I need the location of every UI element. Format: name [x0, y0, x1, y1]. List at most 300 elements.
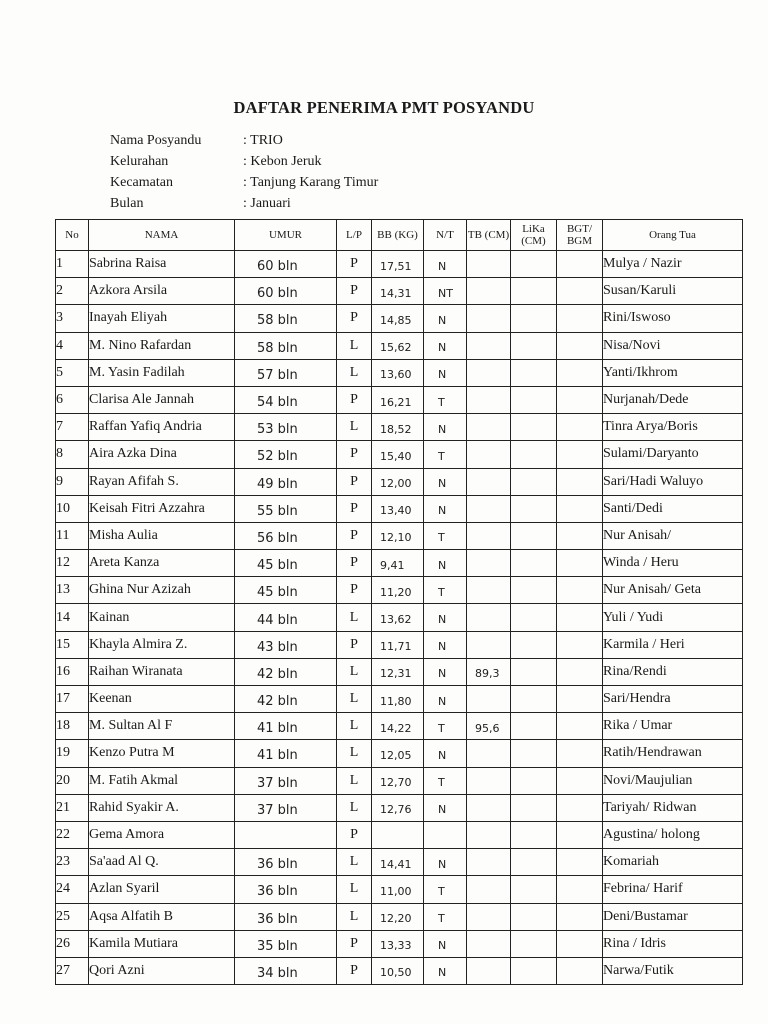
column-header-nama: NAMA [89, 220, 235, 251]
cell-bgt [557, 849, 603, 876]
cell-ortu: Rina / Idris [603, 930, 743, 957]
info-value: : Tanjung Karang Timur [243, 175, 379, 190]
cell-nt [424, 604, 467, 631]
cell-lp: L [337, 767, 372, 794]
cell-lika [511, 821, 557, 848]
handwritten-bb: 13,60 [380, 368, 412, 382]
handwritten-umur: 58 bln [257, 340, 298, 356]
cell-lp: P [337, 631, 372, 658]
handwritten-tb [467, 886, 475, 892]
handwritten-umur: 54 bln [257, 395, 298, 411]
cell-lika [511, 414, 557, 441]
handwritten-umur: 37 bln [257, 775, 298, 791]
cell-ortu: Mulya / Nazir [603, 251, 743, 278]
table-row [56, 849, 743, 876]
handwritten-bb: 12,20 [380, 912, 412, 926]
cell-bgt [557, 305, 603, 332]
handwritten-nt: NT [438, 286, 453, 300]
cell-lp: L [337, 604, 372, 631]
cell-lp: P [337, 386, 372, 413]
cell-nt [424, 930, 467, 957]
cell-ortu: Tinra Arya/Boris [603, 414, 743, 441]
cell-lp: L [337, 876, 372, 903]
handwritten-bb: 17,51 [380, 259, 412, 273]
cell-lika [511, 903, 557, 930]
handwritten-tb [467, 370, 475, 376]
table-row [56, 414, 743, 441]
cell-ortu: Santi/Dedi [603, 495, 743, 522]
column-header-lp: L/P [337, 220, 372, 251]
cell-bgt [557, 957, 603, 984]
cell-umur [235, 550, 337, 577]
handwritten-nt [424, 832, 438, 838]
handwritten-umur: 53 bln [257, 422, 298, 438]
cell-nt [424, 414, 467, 441]
handwritten-nt: N [438, 313, 447, 327]
cell-bb [372, 414, 424, 441]
cell-tb [467, 658, 511, 685]
cell-tb [467, 957, 511, 984]
handwritten-umur: 36 bln [257, 911, 298, 927]
info-row-posyandu [110, 133, 378, 154]
cell-lika [511, 849, 557, 876]
handwritten-nt: N [438, 966, 447, 980]
handwritten-tb [467, 288, 475, 294]
handwritten-umur: 41 bln [257, 748, 298, 764]
cell-bb [372, 767, 424, 794]
header-row [56, 220, 743, 251]
handwritten-umur: 34 bln [257, 965, 298, 981]
cell-bgt [557, 359, 603, 386]
cell-nt [424, 686, 467, 713]
info-label: Kecamatan [110, 175, 173, 190]
handwritten-tb [467, 424, 475, 430]
handwritten-nt: N [438, 422, 447, 436]
cell-bb [372, 495, 424, 522]
cell-nt [424, 278, 467, 305]
cell-umur [235, 957, 337, 984]
cell-tb [467, 849, 511, 876]
cell-nt [424, 903, 467, 930]
cell-bgt [557, 386, 603, 413]
handwritten-umur: 49 bln [257, 476, 298, 492]
cell-umur [235, 278, 337, 305]
cell-umur [235, 821, 337, 848]
handwritten-bb: 11,20 [380, 585, 412, 599]
cell-ortu: Nurjanah/Dede [603, 386, 743, 413]
handwritten-nt: N [438, 939, 447, 953]
cell-ortu: Susan/Karuli [603, 278, 743, 305]
cell-lika [511, 577, 557, 604]
cell-no: 14 [56, 604, 89, 631]
cell-bb [372, 713, 424, 740]
cell-lp: L [337, 903, 372, 930]
cell-umur [235, 251, 337, 278]
cell-nt [424, 794, 467, 821]
cell-lika [511, 767, 557, 794]
cell-no: 24 [56, 876, 89, 903]
cell-umur [235, 794, 337, 821]
handwritten-umur: 45 bln [257, 585, 298, 601]
column-header-orang-tua: Orang Tua [603, 220, 743, 251]
cell-umur [235, 495, 337, 522]
handwritten-tb [467, 941, 475, 947]
handwritten-umur: 36 bln [257, 884, 298, 900]
cell-nama: M. Yasin Fadilah [89, 359, 235, 386]
handwritten-bb: 12,05 [380, 748, 412, 762]
handwritten-nt: T [438, 585, 445, 599]
column-header-nt: N/T [424, 220, 467, 251]
cell-lp: L [337, 740, 372, 767]
handwritten-tb [467, 397, 475, 403]
cell-nama: Kainan [89, 604, 235, 631]
cell-no: 9 [56, 468, 89, 495]
handwritten-tb [467, 914, 475, 920]
cell-umur [235, 577, 337, 604]
cell-lika [511, 251, 557, 278]
cell-nt [424, 713, 467, 740]
cell-tb [467, 522, 511, 549]
handwritten-nt: N [438, 803, 447, 817]
handwritten-tb [467, 750, 475, 756]
info-label: Nama Posyandu [110, 133, 202, 148]
cell-no: 20 [56, 767, 89, 794]
handwritten-umur: 60 bln [257, 259, 298, 275]
cell-no: 11 [56, 522, 89, 549]
cell-bb [372, 441, 424, 468]
cell-ortu: Tariyah/ Ridwan [603, 794, 743, 821]
cell-ortu: Karmila / Heri [603, 631, 743, 658]
cell-bb [372, 631, 424, 658]
cell-ortu: Deni/Bustamar [603, 903, 743, 930]
handwritten-tb [467, 832, 475, 838]
handwritten-nt: N [438, 857, 447, 871]
handwritten-bb: 12,10 [380, 531, 412, 545]
table-row [56, 278, 743, 305]
handwritten-tb [467, 968, 475, 974]
cell-lp: L [337, 713, 372, 740]
handwritten-bb: 15,62 [380, 341, 412, 355]
cell-umur [235, 740, 337, 767]
column-header-no: No [56, 220, 89, 251]
cell-nama: Keisah Fitri Azzahra [89, 495, 235, 522]
cell-lika [511, 522, 557, 549]
cell-nama: Sa'aad Al Q. [89, 849, 235, 876]
cell-nama: Ghina Nur Azizah [89, 577, 235, 604]
cell-no: 23 [56, 849, 89, 876]
cell-no: 4 [56, 332, 89, 359]
cell-nama: Azlan Syaril [89, 876, 235, 903]
posyandu-info [110, 133, 378, 217]
cell-no: 21 [56, 794, 89, 821]
handwritten-nt: T [438, 531, 445, 545]
cell-bgt [557, 441, 603, 468]
cell-bb [372, 876, 424, 903]
cell-ortu: Yuli / Yudi [603, 604, 743, 631]
handwritten-tb [467, 533, 475, 539]
handwritten-bb: 11,71 [380, 640, 412, 654]
cell-bgt [557, 631, 603, 658]
cell-bb [372, 305, 424, 332]
cell-umur [235, 930, 337, 957]
cell-umur [235, 359, 337, 386]
cell-bb [372, 740, 424, 767]
cell-lp: P [337, 305, 372, 332]
cell-nt [424, 876, 467, 903]
handwritten-tb [467, 560, 475, 566]
cell-no: 8 [56, 441, 89, 468]
handwritten-tb [467, 778, 475, 784]
cell-tb [467, 767, 511, 794]
handwritten-nt: T [438, 449, 445, 463]
handwritten-nt: N [438, 259, 447, 273]
handwritten-nt: N [438, 368, 447, 382]
handwritten-umur: 55 bln [257, 503, 298, 519]
handwritten-bb: 12,70 [380, 776, 412, 790]
cell-lika [511, 332, 557, 359]
handwritten-tb [467, 479, 475, 485]
cell-lp: L [337, 849, 372, 876]
cell-bgt [557, 522, 603, 549]
cell-nt [424, 251, 467, 278]
cell-lika [511, 550, 557, 577]
table-row [56, 713, 743, 740]
cell-bgt [557, 577, 603, 604]
handwritten-nt: T [438, 884, 445, 898]
cell-nt [424, 359, 467, 386]
cell-nama: Aqsa Alfatih B [89, 903, 235, 930]
handwritten-tb [467, 696, 475, 702]
cell-nama: Khayla Almira Z. [89, 631, 235, 658]
cell-bb [372, 522, 424, 549]
table-row [56, 441, 743, 468]
handwritten-nt: N [438, 694, 447, 708]
handwritten-bb: 14,41 [380, 857, 412, 871]
handwritten-tb [467, 451, 475, 457]
cell-bgt [557, 821, 603, 848]
table-row [56, 522, 743, 549]
handwritten-umur: 58 bln [257, 313, 298, 329]
cell-bgt [557, 604, 603, 631]
cell-umur [235, 604, 337, 631]
cell-lp: L [337, 414, 372, 441]
handwritten-umur: 56 bln [257, 530, 298, 546]
cell-no: 13 [56, 577, 89, 604]
cell-tb [467, 876, 511, 903]
handwritten-tb: 95,6 [475, 721, 500, 735]
cell-tb [467, 604, 511, 631]
handwritten-tb [467, 261, 475, 267]
handwritten-bb: 14,22 [380, 721, 412, 735]
handwritten-nt: T [438, 721, 445, 735]
cell-bgt [557, 658, 603, 685]
cell-bb [372, 957, 424, 984]
handwritten-nt: N [438, 504, 447, 518]
info-value: : TRIO [243, 133, 283, 148]
cell-lp: P [337, 468, 372, 495]
cell-lp: P [337, 577, 372, 604]
handwritten-bb: 12,00 [380, 477, 412, 491]
cell-bb [372, 359, 424, 386]
handwritten-nt: N [438, 477, 447, 491]
cell-nama: Rahid Syakir A. [89, 794, 235, 821]
handwritten-tb [467, 506, 475, 512]
recipient-table [55, 219, 743, 985]
handwritten-umur: 45 bln [257, 558, 298, 574]
cell-umur [235, 305, 337, 332]
cell-lika [511, 876, 557, 903]
cell-bb [372, 251, 424, 278]
cell-nama: Clarisa Ale Jannah [89, 386, 235, 413]
cell-bgt [557, 903, 603, 930]
table-body [56, 251, 743, 985]
table-row [56, 794, 743, 821]
column-header-tb: TB (CM) [467, 220, 511, 251]
cell-nama: Gema Amora [89, 821, 235, 848]
cell-nama: Misha Aulia [89, 522, 235, 549]
cell-ortu: Rina/Rendi [603, 658, 743, 685]
cell-bgt [557, 686, 603, 713]
handwritten-bb: 13,33 [380, 939, 412, 953]
cell-no: 18 [56, 713, 89, 740]
table-row [56, 876, 743, 903]
cell-nama: Keenan [89, 686, 235, 713]
cell-lika [511, 359, 557, 386]
handwritten-bb: 18,52 [380, 422, 412, 436]
column-header-lika: LiKa (CM) [511, 220, 557, 251]
handwritten-nt: T [438, 912, 445, 926]
handwritten-bb: 16,21 [380, 395, 412, 409]
cell-lp: P [337, 495, 372, 522]
cell-lika [511, 686, 557, 713]
cell-ortu: Narwa/Futik [603, 957, 743, 984]
handwritten-tb [467, 315, 475, 321]
cell-bgt [557, 468, 603, 495]
cell-bgt [557, 414, 603, 441]
cell-bb [372, 604, 424, 631]
cell-tb [467, 686, 511, 713]
cell-nama: Areta Kanza [89, 550, 235, 577]
info-row-bulan [110, 196, 378, 217]
cell-nt [424, 631, 467, 658]
handwritten-tb [467, 805, 475, 811]
cell-nt [424, 386, 467, 413]
cell-tb [467, 577, 511, 604]
cell-umur [235, 876, 337, 903]
cell-nt [424, 577, 467, 604]
cell-tb [467, 332, 511, 359]
cell-nama: Rayan Afifah S. [89, 468, 235, 495]
cell-no: 27 [56, 957, 89, 984]
cell-bb [372, 849, 424, 876]
table-row [56, 821, 743, 848]
table-row [56, 930, 743, 957]
cell-nt [424, 821, 467, 848]
cell-bb [372, 658, 424, 685]
table-row [56, 305, 743, 332]
cell-bgt [557, 876, 603, 903]
cell-lp: P [337, 550, 372, 577]
handwritten-bb: 12,76 [380, 803, 412, 817]
handwritten-tb [467, 642, 475, 648]
cell-nt [424, 468, 467, 495]
cell-lika [511, 957, 557, 984]
cell-no: 7 [56, 414, 89, 441]
cell-nt [424, 658, 467, 685]
cell-lp: L [337, 658, 372, 685]
cell-ortu: Yanti/Ikhrom [603, 359, 743, 386]
cell-umur [235, 386, 337, 413]
cell-ortu: Komariah [603, 849, 743, 876]
table-row [56, 577, 743, 604]
handwritten-umur: 42 bln [257, 666, 298, 682]
cell-nama: M. Nino Rafardan [89, 332, 235, 359]
cell-nt [424, 740, 467, 767]
handwritten-umur: 42 bln [257, 694, 298, 710]
handwritten-nt: N [438, 558, 447, 572]
handwritten-umur: 57 bln [257, 367, 298, 383]
cell-bgt [557, 794, 603, 821]
cell-umur [235, 658, 337, 685]
table-row [56, 359, 743, 386]
cell-tb [467, 903, 511, 930]
cell-lika [511, 468, 557, 495]
cell-bgt [557, 713, 603, 740]
cell-umur [235, 441, 337, 468]
cell-nama: Inayah Eliyah [89, 305, 235, 332]
cell-tb [467, 550, 511, 577]
cell-ortu: Agustina/ holong [603, 821, 743, 848]
cell-lp: P [337, 930, 372, 957]
cell-bgt [557, 332, 603, 359]
handwritten-nt: N [438, 748, 447, 762]
cell-no: 5 [56, 359, 89, 386]
cell-nama: M. Sultan Al F [89, 713, 235, 740]
cell-bgt [557, 495, 603, 522]
handwritten-tb [467, 343, 475, 349]
cell-bgt [557, 767, 603, 794]
cell-lp: L [337, 794, 372, 821]
cell-lika [511, 713, 557, 740]
cell-tb [467, 468, 511, 495]
cell-no: 26 [56, 930, 89, 957]
cell-bb [372, 686, 424, 713]
cell-nama: Sabrina Raisa [89, 251, 235, 278]
cell-tb [467, 740, 511, 767]
cell-lp: L [337, 359, 372, 386]
cell-bb [372, 821, 424, 848]
handwritten-bb: 10,50 [380, 966, 412, 980]
cell-ortu: Nur Anisah/ Geta [603, 577, 743, 604]
cell-nama: Kamila Mutiara [89, 930, 235, 957]
cell-lp: P [337, 957, 372, 984]
cell-umur [235, 686, 337, 713]
handwritten-tb: 89,3 [475, 667, 500, 681]
cell-umur [235, 849, 337, 876]
handwritten-umur: 43 bln [257, 639, 298, 655]
table-row [56, 658, 743, 685]
table-row [56, 686, 743, 713]
cell-nt [424, 849, 467, 876]
table-row [56, 767, 743, 794]
table-row [56, 740, 743, 767]
table-row [56, 550, 743, 577]
cell-ortu: Winda / Heru [603, 550, 743, 577]
cell-lika [511, 305, 557, 332]
handwritten-bb: 14,31 [380, 286, 412, 300]
cell-umur [235, 468, 337, 495]
table-row [56, 386, 743, 413]
